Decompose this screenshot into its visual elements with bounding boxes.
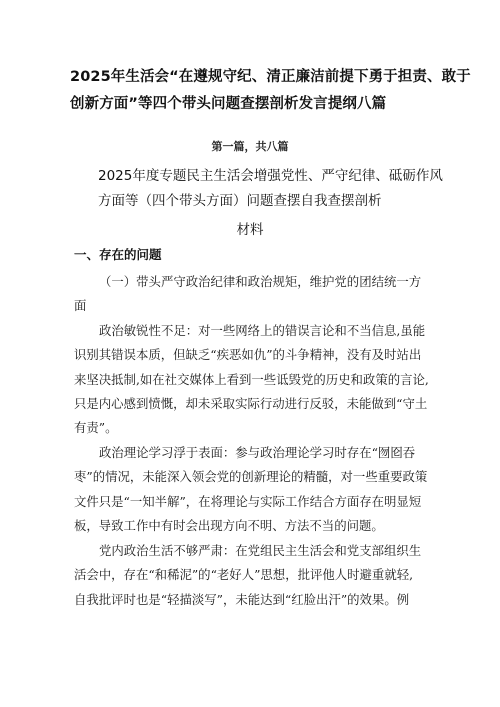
- paragraph-line: 只是内心感到愤慨，却未采取实际行动进行反驳，未能做到“守土: [74, 395, 428, 411]
- sub-title-line: 2025年度专题民主生活会增强党性、严守纪律、砥砺作风: [98, 168, 443, 184]
- paragraph-theory-study: [74, 441, 432, 538]
- paragraph-line: 活会中，存在“和稀泥”的“老好人”思想，批评他人时避重就轻,: [74, 567, 414, 583]
- subsection-heading: [74, 270, 432, 319]
- main-title-line: 2025年生活会“在遵规守纪、清正廉洁前提下勇于担责、敢于: [70, 69, 471, 85]
- paragraph-line: 文件只是“一知半解”，在将理论与实际工作结合方面存在明显短: [74, 493, 422, 509]
- subsection-line: 面: [74, 298, 87, 314]
- paragraph-line: 政治敏锐性不足：对一些网络上的错误言论和不当信息,虽能: [99, 323, 426, 338]
- paragraph-line: 政治理论学习浮于表面：参与政治理论学习时存在“囫囵吞: [99, 445, 416, 460]
- paragraph-line: 枣”的情况，未能深入领会党的创新理论的精髓，对一些重要政策: [74, 469, 428, 485]
- sub-title-tail: 材料: [236, 222, 264, 238]
- paragraph-line: 自我批评时也是“轻描淡写”，未能达到“红脸出汗”的效果。例: [74, 591, 410, 607]
- main-title-line: 创新方面”等四个带头问题查摆剖析发言提纲八篇: [70, 96, 387, 112]
- paragraph-line: 板，导致工作中有时会出现方向不明、方法不当的问题。: [74, 517, 384, 533]
- paragraph-political-sensitivity: [74, 319, 432, 440]
- subsection-line: （一）带头严守政治纪律和政治规矩，维护党的团结统一方: [99, 274, 422, 289]
- paragraph-line: 识别其错误本质，但缺乏“疾恶如仇”的斗争精神，没有及时站出: [74, 347, 422, 363]
- paragraph-line: 有责”。: [74, 420, 118, 436]
- paragraph-line: 党内政治生活不够严肃：在党组民主生活会和党支部组织生: [99, 543, 422, 558]
- sub-title: [98, 164, 458, 214]
- part-label: 第一篇，共八篇: [211, 140, 289, 153]
- paragraph-party-life: [74, 539, 432, 612]
- paragraph-line: 来坚决抵制,如在社交媒体上看到一些诋毁党的历史和政策的言论,: [74, 371, 429, 387]
- main-title: [70, 64, 471, 118]
- sub-title-line: 方面等（四个带头方面）问题查摆自我查摆剖析: [98, 193, 382, 209]
- section-heading: 一、存在的问题: [74, 247, 162, 262]
